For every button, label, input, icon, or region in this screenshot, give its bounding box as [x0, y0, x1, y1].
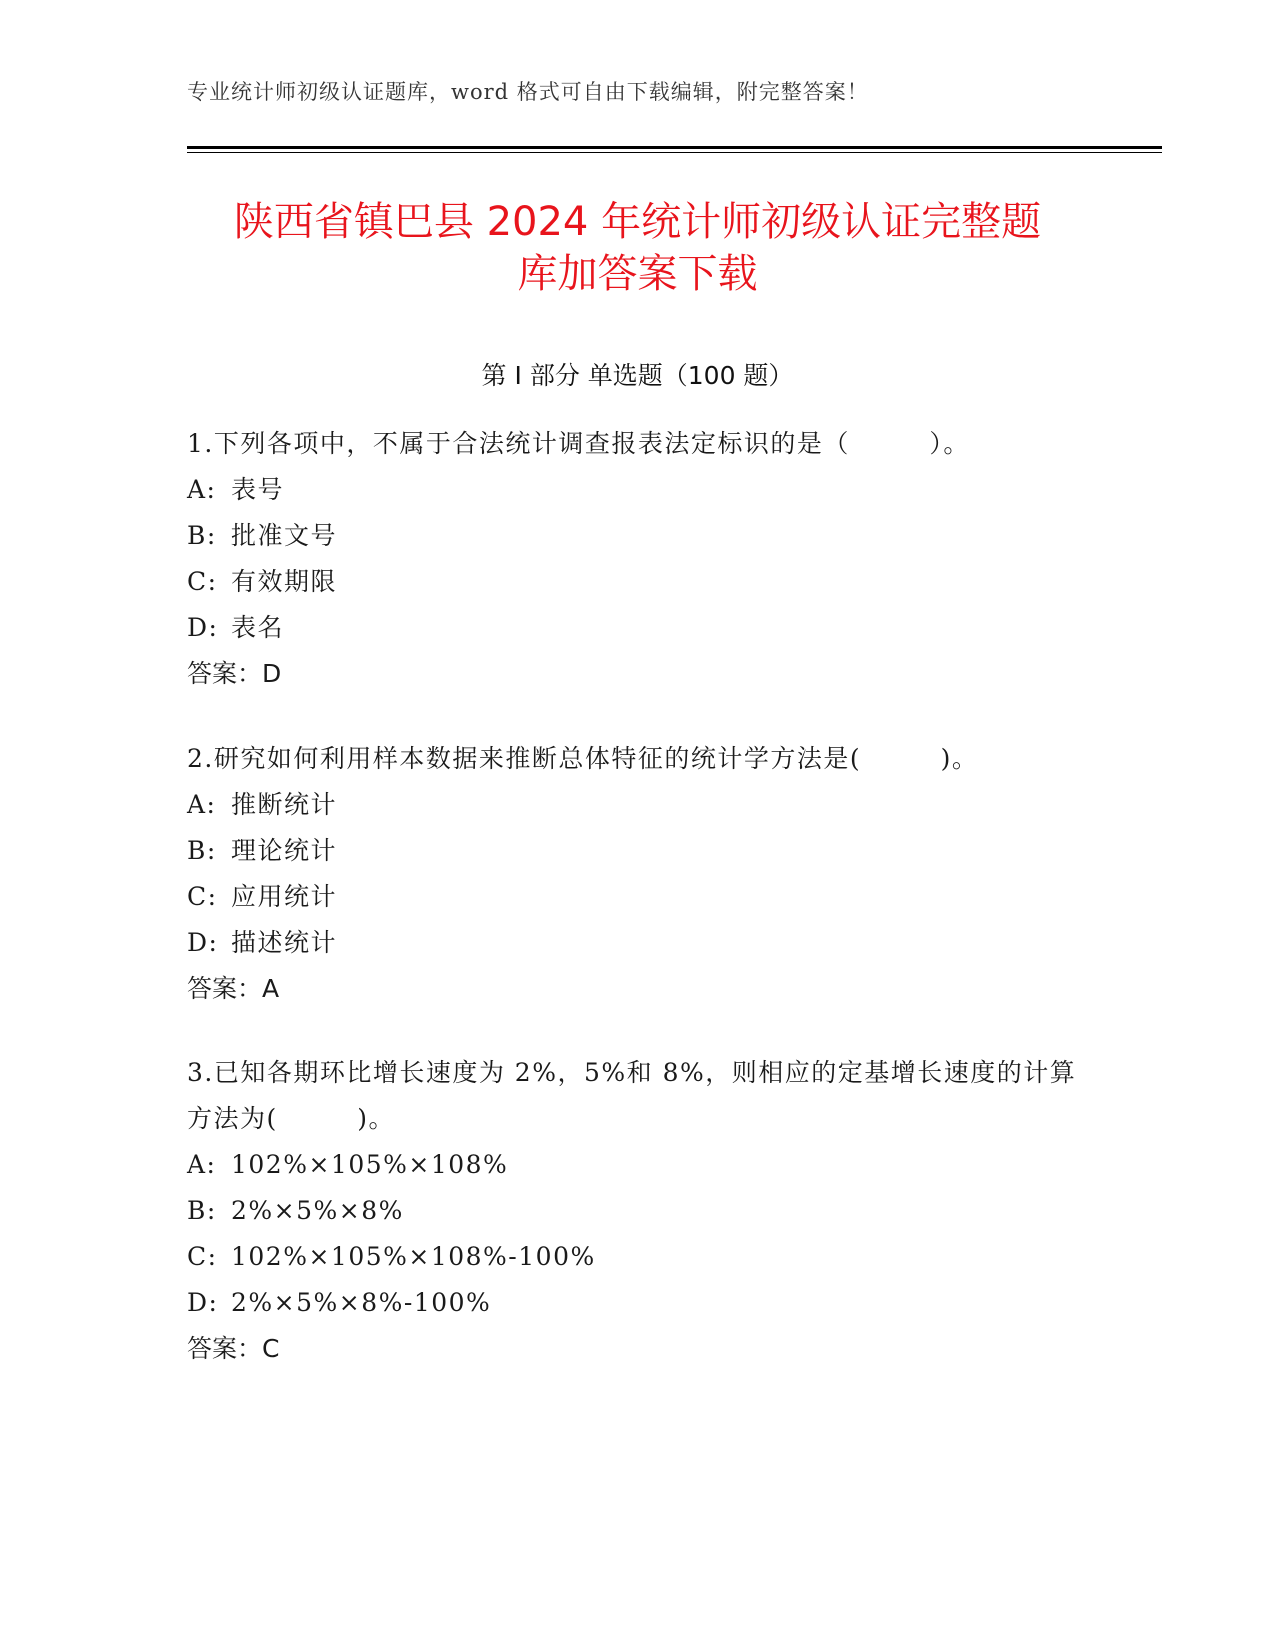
header-note: 专业统计师初级认证题库，word 格式可自由下载编辑，附完整答案！: [187, 80, 869, 104]
answer-line: 答案：C: [187, 1334, 280, 1363]
option-text: 描述统计: [231, 928, 338, 957]
option-c: [187, 1234, 1087, 1280]
answer-line: 答案：A: [187, 974, 280, 1003]
option-letter: C:: [187, 567, 218, 596]
option-c: [187, 559, 1087, 605]
option-text: 理论统计: [231, 836, 338, 865]
option-text: 有效期限: [231, 567, 338, 596]
option-letter: A:: [187, 475, 217, 504]
option-letter: B:: [187, 836, 217, 865]
option-letter: D:: [187, 928, 219, 957]
option-b: [187, 513, 1087, 559]
option-letter: A:: [187, 790, 217, 819]
option-c: [187, 874, 1087, 920]
option-letter: C:: [187, 882, 218, 911]
option-letter: B:: [187, 521, 217, 550]
document-title: [150, 196, 1125, 300]
question-stem: 3.已知各期环比增长速度为 2%，5%和 8%，则相应的定基增长速度的计算方法为( )。: [187, 1058, 1077, 1133]
answer-line: 答案：D: [187, 659, 282, 688]
option-a: [187, 467, 1087, 513]
option-b: [187, 828, 1087, 874]
option-text: 2%×5%×8%: [231, 1196, 404, 1225]
option-text: 2%×5%×8%-100%: [231, 1288, 492, 1317]
question-3: [187, 1050, 1087, 1372]
option-text: 应用统计: [231, 882, 338, 911]
document-title-line-2: 库加答案下载: [517, 251, 758, 297]
option-letter: C:: [187, 1242, 218, 1271]
question-stem: 1.下列各项中，不属于合法统计调查报表法定标识的是（ ）。: [187, 429, 970, 458]
option-d: [187, 1280, 1087, 1326]
document-title-line-1: 陕西省镇巴县 2024 年统计师初级认证完整题: [233, 199, 1042, 245]
option-letter: D:: [187, 1288, 219, 1317]
option-d: [187, 605, 1087, 651]
option-a: [187, 782, 1087, 828]
option-text: 批准文号: [231, 521, 338, 550]
option-text: 102%×105%×108%: [231, 1150, 509, 1179]
option-d: [187, 920, 1087, 966]
option-letter: A:: [187, 1150, 217, 1179]
option-text: 表名: [231, 613, 285, 642]
option-a: [187, 1142, 1087, 1188]
header-divider-thin: [187, 152, 1162, 153]
option-letter: B:: [187, 1196, 217, 1225]
header-divider-thick: [187, 146, 1162, 149]
option-text: 表号: [231, 475, 285, 504]
option-text: 推断统计: [231, 790, 338, 819]
option-b: [187, 1188, 1087, 1234]
option-letter: D:: [187, 613, 219, 642]
question-2: [187, 736, 1087, 1012]
option-text: 102%×105%×108%-100%: [231, 1242, 596, 1271]
question-1: [187, 421, 1087, 697]
section-heading: 第 I 部分 单选题（100 题）: [481, 361, 794, 390]
question-stem: 2.研究如何利用样本数据来推断总体特征的统计学方法是( )。: [187, 744, 979, 773]
